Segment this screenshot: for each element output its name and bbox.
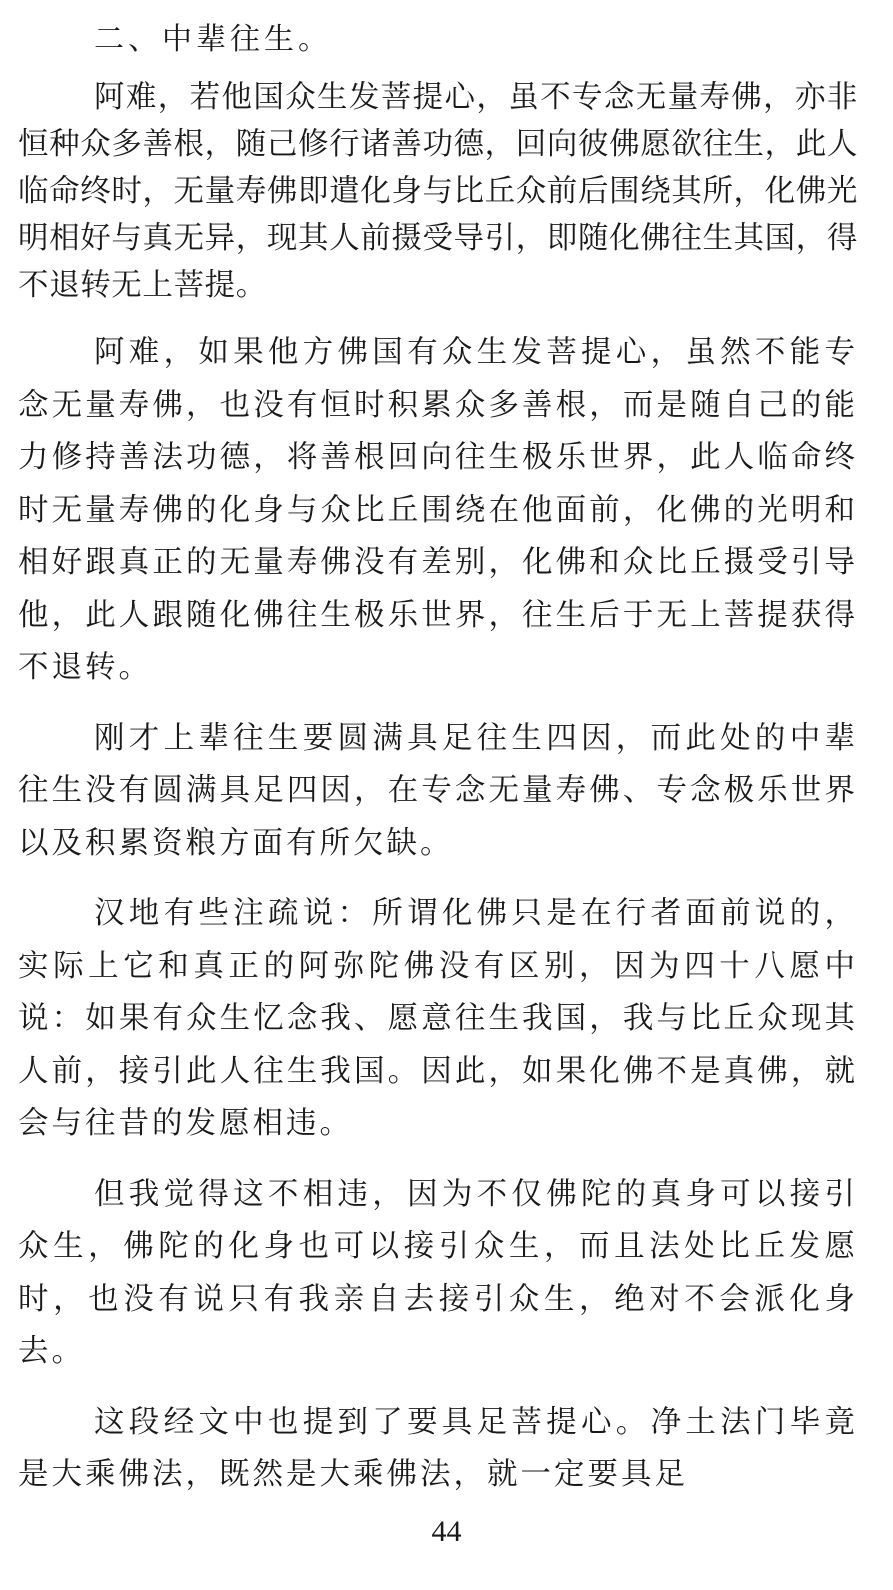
commentary-paragraph-4: 这段经文中也提到了要具足菩提心。净土法门毕竟是大乘佛法，既然是大乘佛法，就一定要具足 (18, 1404, 858, 1492)
sutra-quote-paragraph: 阿难，若他国众生发菩提心，虽不专念无量寿佛，亦非恒种众多善根，随己修行诸善功德，回向彼佛愿欲往生，此人临命终时，无量寿佛即遣化身与比丘众前后围绕其所，化佛光明相好与真无异，现其人前摄受导引，即随化佛往生其国，得不退转无上菩提。 (18, 80, 858, 303)
commentary-paragraph-2: 汉地有些注疏说：所谓化佛只是在行者面前说的，实际上它和真正的阿弥陀佛没有区别，因为四十八愿中说：如果有众生忆念我、愿意往生我国，我与比丘众现其人前，接引此人往生我国。因此，如果化佛不是真佛，就会与往昔的发愿相违。 (18, 896, 858, 1141)
book-page (18, 14, 858, 1520)
section-heading: 二、中辈往生。 (94, 22, 332, 57)
commentary-paragraph-3: 但我觉得这不相违，因为不仅佛陀的真身可以接引众生，佛陀的化身也可以接引众生，而且法处比丘发愿时，也没有说只有我亲自去接引众生，绝对不会派化身去。 (18, 1176, 858, 1369)
translation-paragraph: 阿难，如果他方佛国有众生发菩提心，虽然不能专念无量寿佛，也没有恒时积累众多善根，而是随自己的能力修持善法功德，将善根回向往生极乐世界，此人临命终时无量寿佛的化身与众比丘围绕在他面前，化佛的光明和相好跟真正的无量寿佛没有差别，化佛和众比丘摄受引导他，此人跟随化佛往生极乐世界，往生后于无上菩提获得不退转。 (18, 335, 858, 685)
page-number: 44 (431, 1515, 462, 1548)
commentary-paragraph-1: 刚才上辈往生要圆满具足往生四因，而此处的中辈往生没有圆满具足四因，在专念无量寿佛、专念极乐世界以及积累资粮方面有所欠缺。 (18, 720, 858, 861)
